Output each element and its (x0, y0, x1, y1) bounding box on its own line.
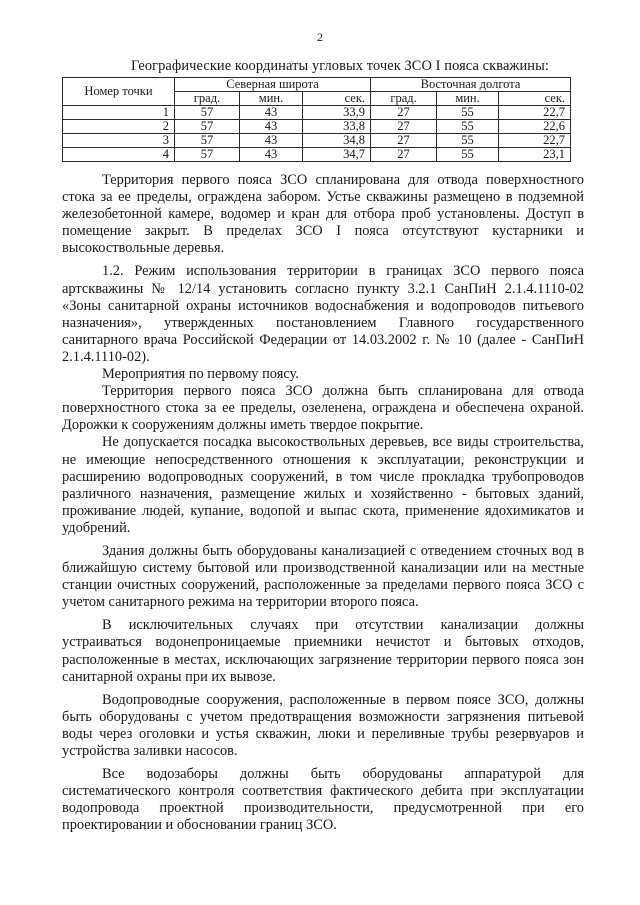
table-row (63, 106, 571, 120)
cell-lat-min: 43 (240, 134, 303, 148)
page-number: 2 (317, 30, 323, 44)
cell-lat-deg: 57 (175, 134, 240, 148)
cell-lon-min: 55 (437, 106, 499, 120)
cell-point: 4 (63, 148, 175, 162)
header-east-longitude: Восточная долгота (371, 78, 571, 92)
header-point-number: Номер точки (63, 78, 175, 106)
paragraph: В исключительных случаях при отсутствии канализации должны устраиваться водонепроницаемые приемники нечистот и бытовых отходов, расположенные в местах, исключающих загрязнение территории первого пояса зон санитарной охраны при их вывозе. (62, 617, 584, 685)
paragraph: Территория первого пояса ЗСО должна быть спланирована для отвода поверхностного стока за ее пределы, озеленена, ограждена и обеспечена охраной. Дорожки к сооружениям должны иметь твердое покрытие. (62, 383, 584, 434)
cell-lat-sec: 34,7 (303, 148, 371, 162)
cell-lat-min: 43 (240, 120, 303, 134)
paragraph: Все водозаборы должны быть оборудованы аппаратурой для систематического контроля соответствия фактического дебита при эксплуатации водопровода проектной производительности, предусмотренной при его проектировании и обосновании границ ЗСО. (62, 766, 584, 834)
coordinates-table (62, 77, 571, 162)
cell-lat-deg: 57 (175, 106, 240, 120)
cell-lon-deg: 27 (371, 106, 437, 120)
cell-lon-sec: 22,7 (499, 106, 571, 120)
cell-lon-deg: 27 (371, 134, 437, 148)
paragraph: Территория первого пояса ЗСО спланирована для отвода поверхностного стока за ее пределы, ограждена забором. Устье скважины размещено в подземной железобетонной камере, водомер и кран для отбора проб установлены. Доступ в помещение закрыт. В пределах ЗСО I пояса отсутствуют кустарники и высокоствольные деревья. (62, 172, 584, 257)
paragraph: Здания должны быть оборудованы канализацией с отведением сточных вод в ближайшую систему бытовой или производственной канализации или на местные станции очистных сооружений, расположенные за пределами первого пояса ЗСО с учетом санитарного режима на территории второго пояса. (62, 542, 584, 611)
subheader-lon-seconds: сек. (499, 92, 571, 106)
paragraph: Мероприятия по первому поясу. (102, 366, 299, 383)
header-north-latitude: Северная широта (175, 78, 371, 92)
subheader-lat-degrees: град. (175, 92, 240, 106)
cell-lon-min: 55 (437, 148, 499, 162)
paragraph: Водопроводные сооружения, расположенные в первом поясе ЗСО, должны быть оборудованы с учетом предотвращения возможности загрязнения питьевой воды через оголовки и устья скважин, люки и переливные трубы резервуаров и устройства заливки насосов. (62, 691, 584, 759)
subheader-lon-minutes: мин. (437, 92, 499, 106)
subheader-lat-seconds: сек. (303, 92, 371, 106)
cell-lon-sec: 22,7 (499, 134, 571, 148)
cell-lon-min: 55 (437, 134, 499, 148)
cell-lat-deg: 57 (175, 120, 240, 134)
cell-lat-deg: 57 (175, 148, 240, 162)
table-row (63, 134, 571, 148)
paragraph: 1.2. Режим использования территории в границах ЗСО первого пояса артскважины № 12/14 установить согласно пункту 3.2.1 СанПиН 2.1.4.1110-02 «Зоны санитарной охраны источников водоснабжения и водопроводов питьевого назначения», утвержденных постановлением Главного государственного санитарного врача Российской Федерации от 14.03.2002 г. № 10 (далее - СанПиН 2.1.4.1110-02). (62, 263, 584, 365)
paragraph: Не допускается посадка высокоствольных деревьев, все виды строительства, не имеющие непосредственного отношения к эксплуатации, реконструкции и расширению водопроводных сооружений, в том числе прокладка трубопроводов различного назначения, размещение жилых и хозяйственно - бытовых зданий, проживание людей, купание, водопой и выпас скота, применение ядохимикатов и удобрений. (62, 434, 584, 536)
table-row (63, 120, 571, 134)
cell-lon-deg: 27 (371, 148, 437, 162)
cell-lon-sec: 22,6 (499, 120, 571, 134)
table-title: Географические координаты угловых точек ЗСО I пояса скважины: (131, 58, 549, 74)
cell-lon-sec: 23,1 (499, 148, 571, 162)
cell-lat-sec: 33,8 (303, 120, 371, 134)
cell-lat-min: 43 (240, 106, 303, 120)
cell-point: 3 (63, 134, 175, 148)
subheader-lon-degrees: град. (371, 92, 437, 106)
cell-point: 1 (63, 106, 175, 120)
table-row (63, 148, 571, 162)
cell-lat-sec: 34,8 (303, 134, 371, 148)
cell-lon-deg: 27 (371, 120, 437, 134)
cell-point: 2 (63, 120, 175, 134)
cell-lon-min: 55 (437, 120, 499, 134)
subheader-lat-minutes: мин. (240, 92, 303, 106)
cell-lat-min: 43 (240, 148, 303, 162)
cell-lat-sec: 33,9 (303, 106, 371, 120)
body-text (62, 172, 584, 834)
